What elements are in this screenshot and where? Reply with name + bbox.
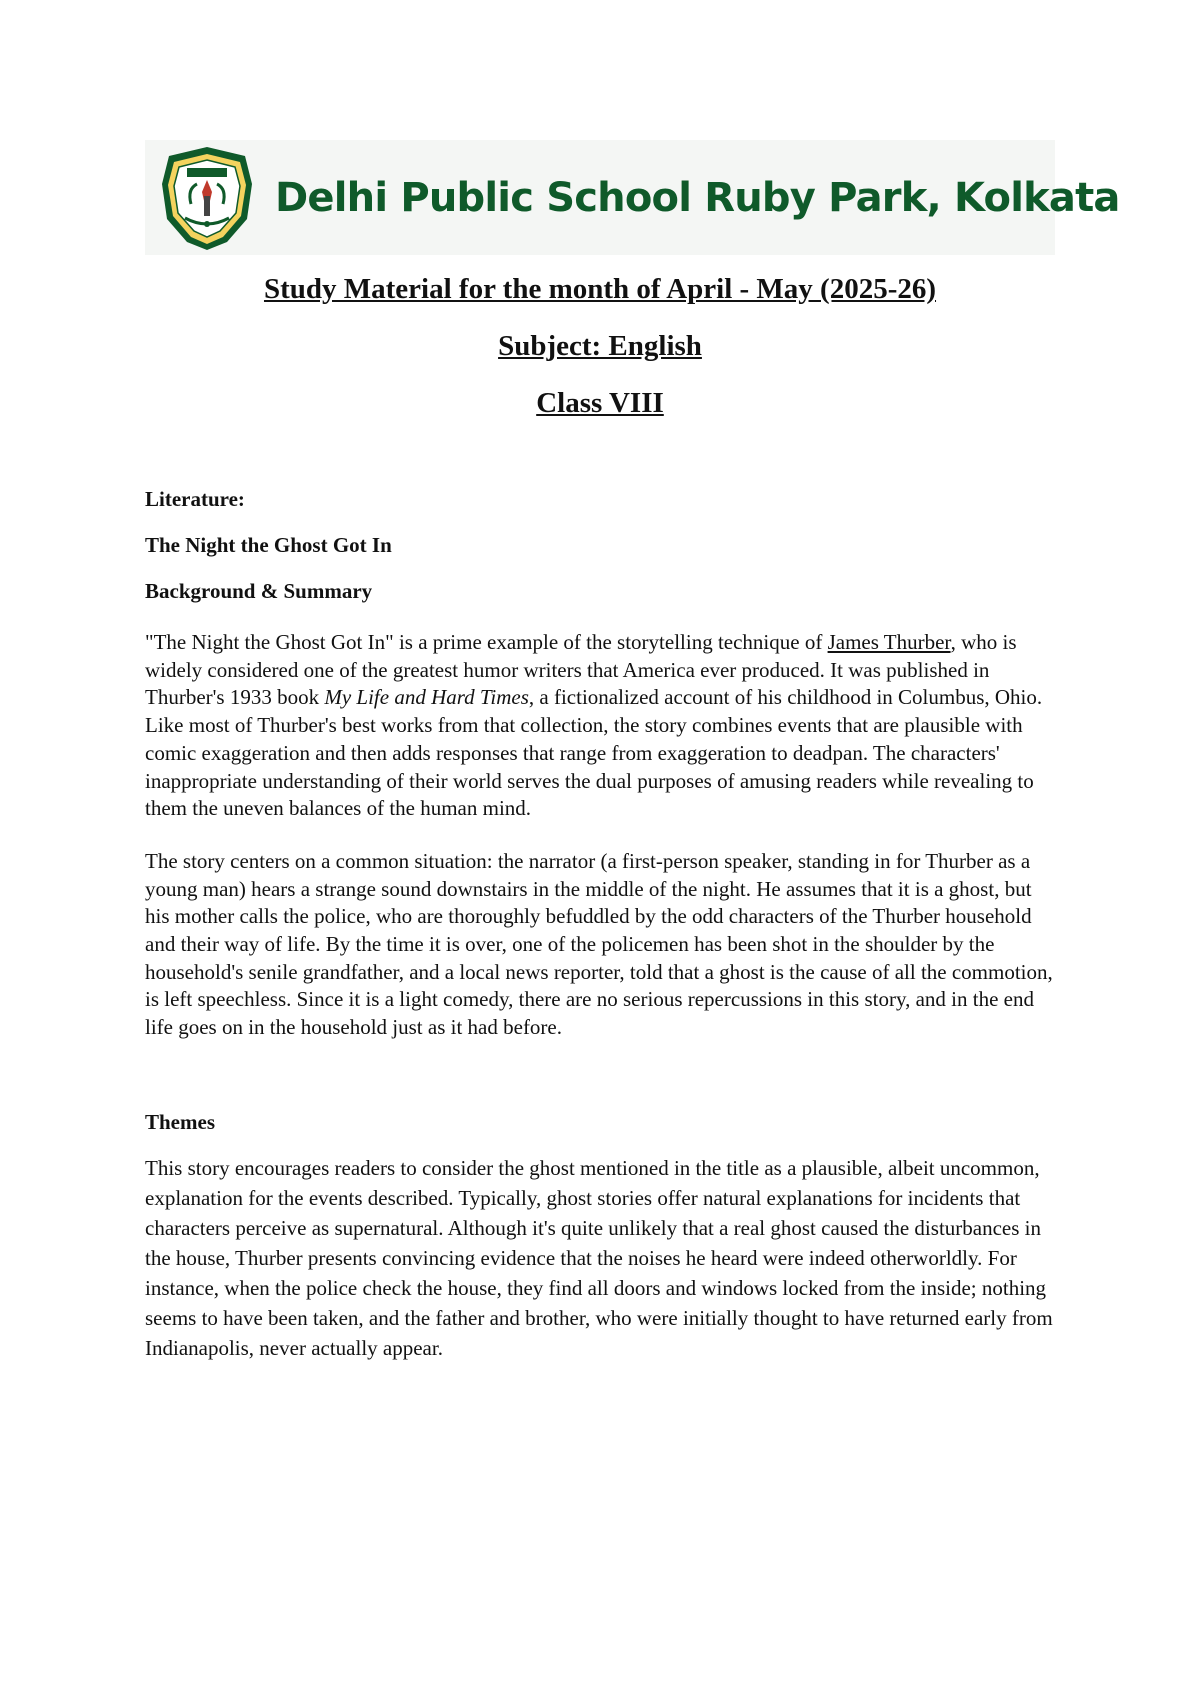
document-content <box>145 486 1057 1363</box>
heading-background-summary: Background & Summary <box>145 579 373 603</box>
paragraph-background-text-3: , a fictionalized account of his childhood in Columbus, Ohio. Like most of Thurber's best works from that collection, the story combines events that are plausible with comic exaggeration and then adds responses that range from exaggeration to deadpan. The characters' inappropriate understanding of their world serves the dual purposes of amusing readers while revealing to them the uneven balances of the human mind. <box>145 685 1043 821</box>
book-title: My Life and Hard Times <box>324 685 529 710</box>
section-label-literature: Literature: <box>145 487 245 511</box>
paragraph-background <box>145 629 1057 823</box>
school-name: Delhi Public School Ruby Park, Kolkata <box>275 174 1120 221</box>
paragraph-themes: This story encourages readers to consider the ghost mentioned in the title as a plausible, albeit uncommon, explanation for the events described. Typically, ghost stories offer natural explanations for incidents that characters perceive as supernatural. Although it's quite unlikely that a real ghost caused the disturbances in the house, Thurber presents convincing evidence that the noises he heard were indeed otherworldly. For instance, when the police check the house, they find all doors and windows locked from the inside; nothing seems to have been taken, and the father and brother, who were initially thought to have returned early from Indianapolis, never actually appear. <box>145 1155 1053 1360</box>
heading-themes: Themes <box>145 1109 215 1134</box>
school-banner <box>145 140 1120 255</box>
story-title: The Night the Ghost Got In <box>145 533 392 557</box>
james-thurber-link[interactable]: James Thurber <box>827 630 951 654</box>
title-subject: Subject: English <box>498 330 702 362</box>
paragraph-background-text-2: , who is widely considered one of the greatest humor writers that America ever produced. It was published in Thurber's 1933 book <box>145 630 1017 710</box>
school-crest-logo <box>157 144 257 252</box>
document-headings <box>145 272 1055 420</box>
paragraph-background-text-1: "The Night the Ghost Got In" is a prime example of the storytelling technique of <box>145 630 828 654</box>
title-study-material: Study Material for the month of April - May (2025-26) <box>263 273 937 305</box>
paragraph-summary: The story centers on a common situation: the narrator (a first-person speaker, standing in for Thurber as a young man) hears a strange sound downstairs in the middle of the night. He assumes that it is a ghost, but his mother calls the police, who are thoroughly befuddled by the odd characters of the Thurber household and their way of life. By the time it is over, one of the policemen has been shot in the shoulder by the household's senile grandfather, and a local news reporter, told that a ghost is the cause of all the commotion, is left speechless. Since it is a light comedy, there are no serious repercussions in this story, and in the end life goes on in the household just as it had before. <box>145 848 1053 1040</box>
title-class: Class VIII <box>536 387 664 419</box>
